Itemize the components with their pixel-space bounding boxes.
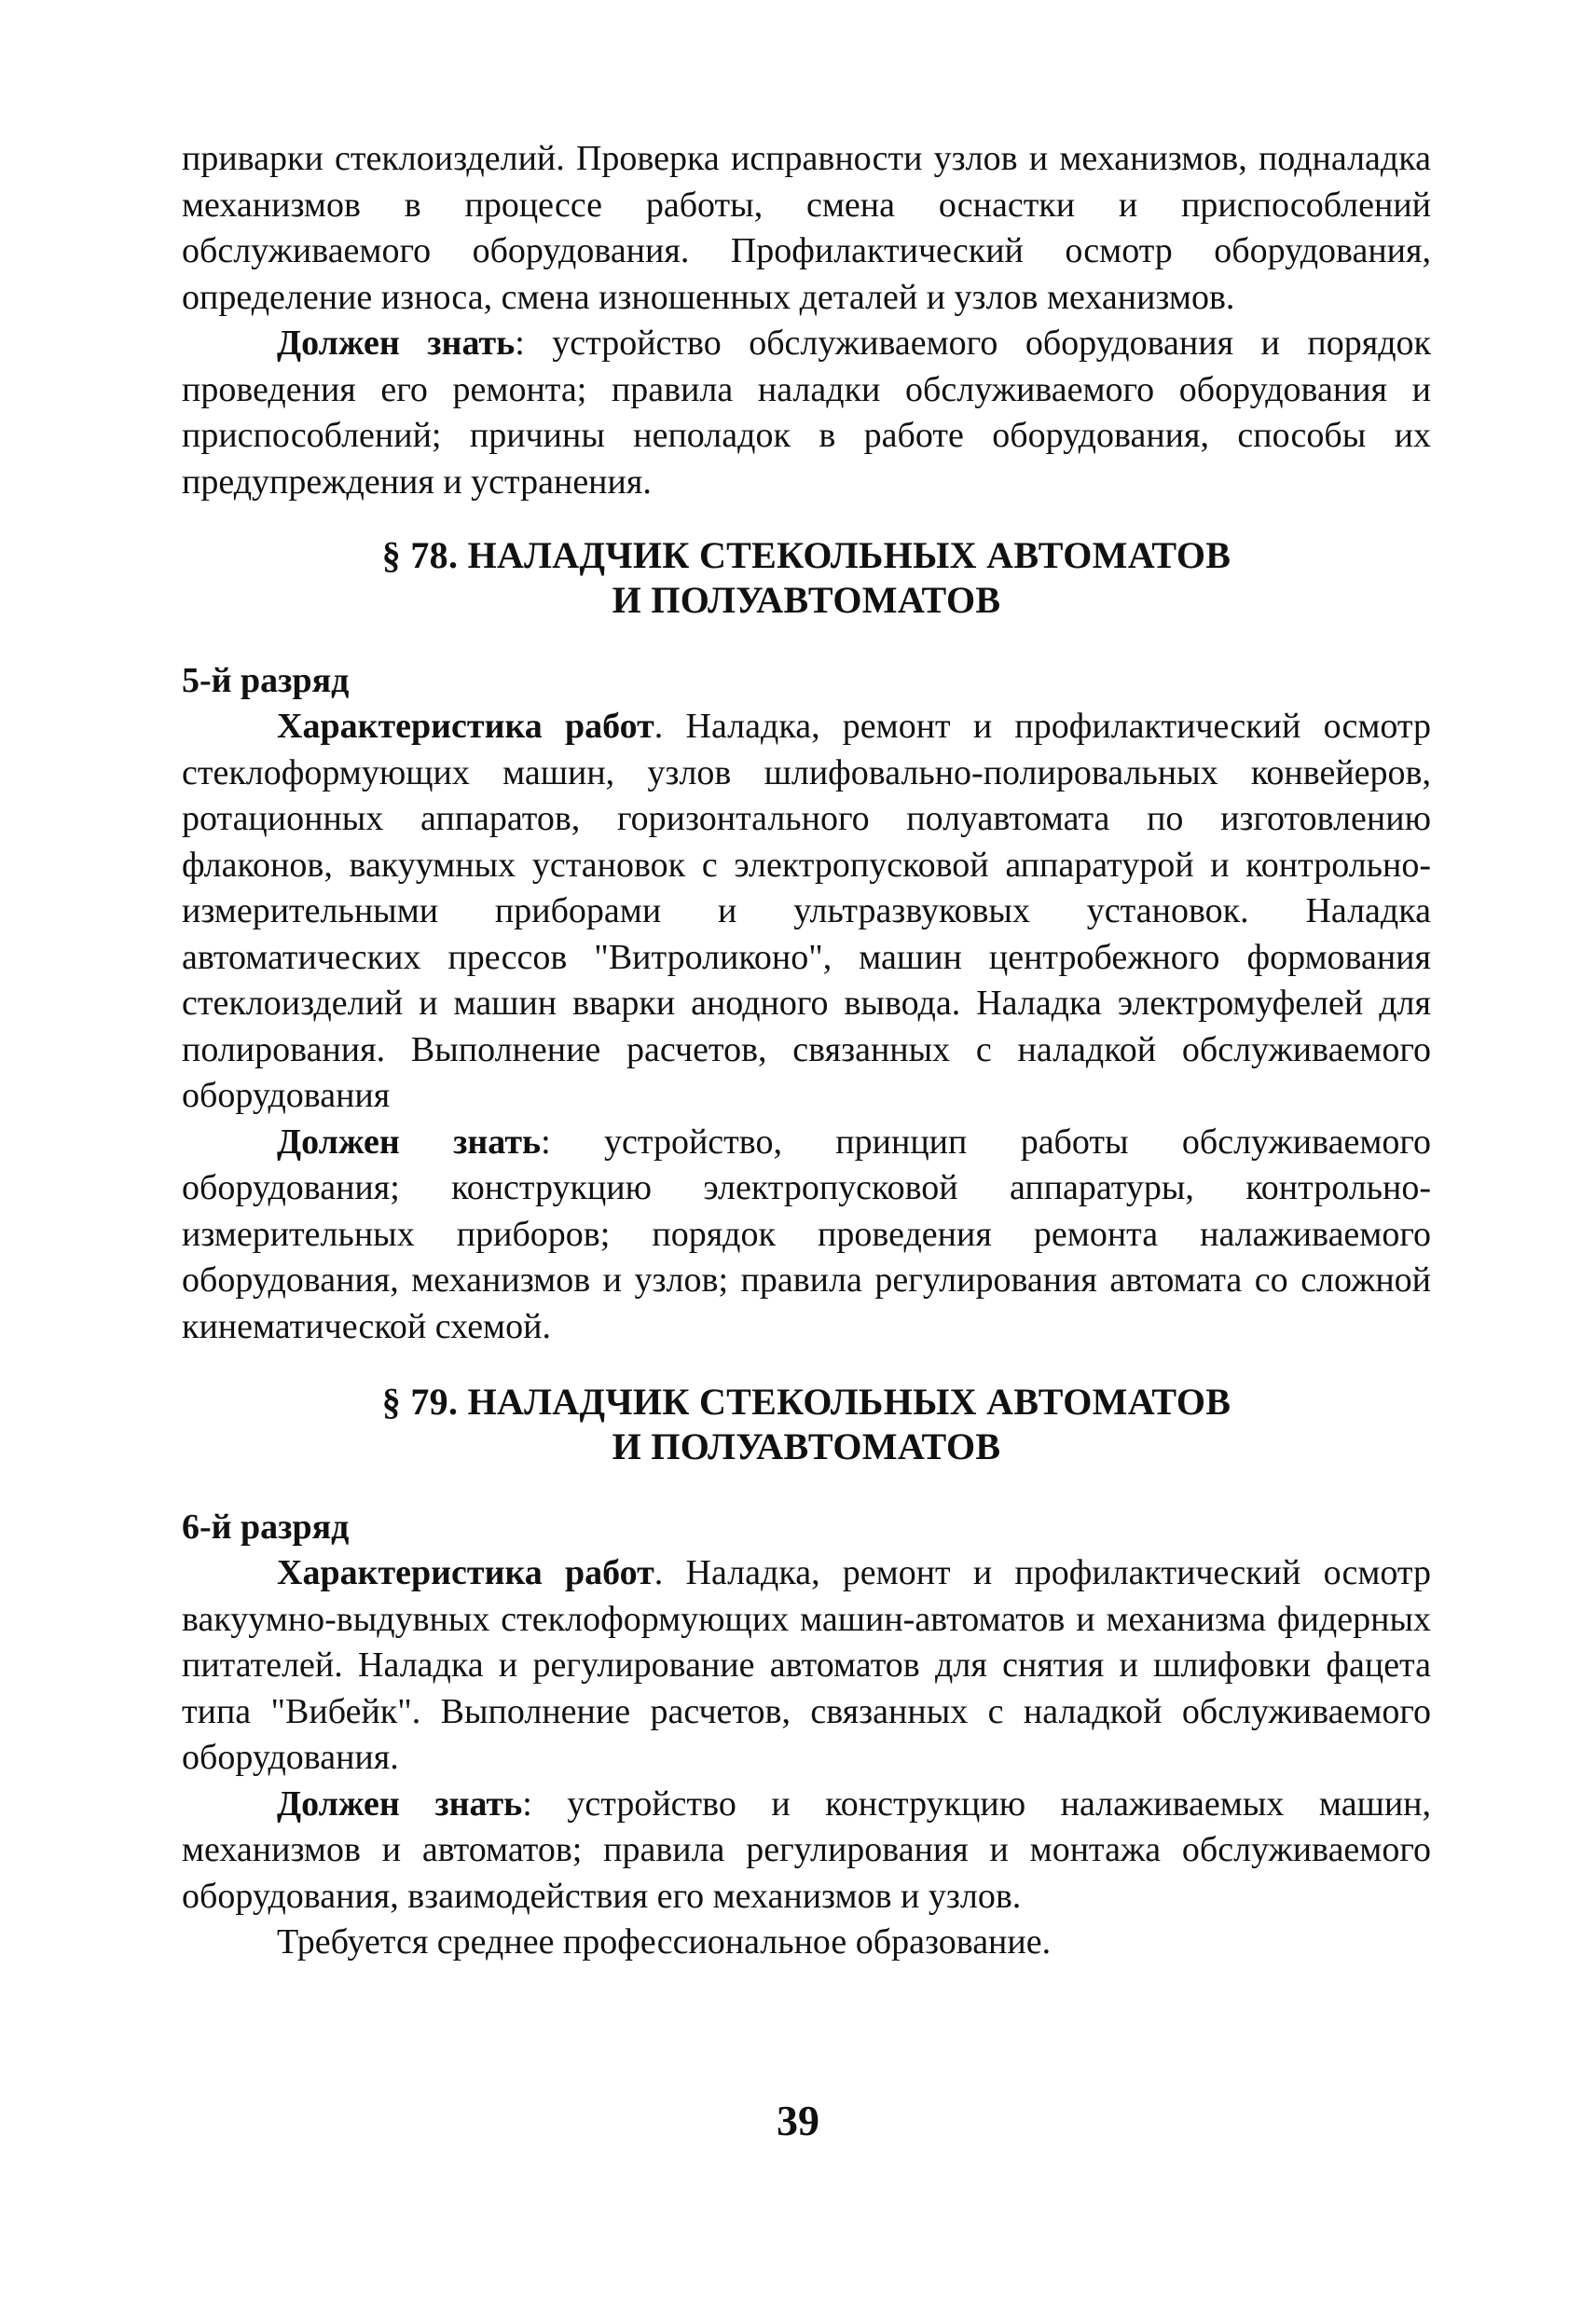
must-know-label: Должен знать [277,324,516,363]
must-know-label: Должен знать [277,1783,523,1824]
characteristics-label: Характеристика работ [277,707,654,746]
section-78-must-know-paragraph [182,1120,1431,1351]
characteristics-text: . Наладка, ремонт и профилактический осмотр вакуумно-выдувных стеклоформующих машин-автоматов и механизма фидерных питателей. Наладка и регулирование автоматов для снятия и шлифовки фацета типа "Вибейк". Выполнение расчетов, связанных с наладкой обслуживаемого оборудования. [182,1553,1431,1777]
section-79-title-line1: § 79. НАЛАДЧИК СТЕКОЛЬНЫХ АВТОМАТОВ [381,1381,1231,1423]
intro-continuation-text: приварки стеклоизделий. Проверка исправности узлов и механизмов, подналадка механизмов в процессе работы, смена оснастки и приспособлений обслуживаемого оборудования. Профилактический осмотр оборудования, определение износа, смена изношенных деталей и узлов механизмов. [182,139,1431,317]
intro-continuation-paragraph [182,136,1431,321]
section-78-title-line1: § 78. НАЛАДЧИК СТЕКОЛЬНЫХ АВТОМАТОВ [381,534,1231,576]
characteristics-text: . Наладка, ремонт и профилактический осмотр стеклоформующих машин, узлов шлифовально-полировальных конвейеров, ротационных аппаратов, горизонтального полуавтомата по изготовлению флаконов, вакуумных установок с электропусковой аппаратурой и контрольно-измерительными приборами и ультразвуковых установок. Наладка автоматических прессов "Витроликоно", машин центробежного формования стеклоизделий и машин вварки анодного вывода. Наладка электромуфелей для полирования. Выполнение расчетов, связанных с наладкой обслуживаемого оборудования [182,707,1431,1115]
intro-must-know-paragraph [182,321,1431,505]
section-78-grade: 5-й разряд [182,661,350,700]
must-know-text: : устройство, принцип работы обслуживаемого оборудования; конструкцию электропусковой аппаратуры, контрольно-измерительных приборов; порядок проведения ремонта налаживаемого оборудования, механизмов и узлов; правила регулирования автомата со сложной кинематической схемой. [182,1122,1432,1346]
section-79-heading [182,1380,1431,1469]
section-79-title-line2: И ПОЛУАВТОМАТОВ [612,1425,1001,1467]
must-know-text: : устройство и конструкцию налаживаемых машин, механизмов и автоматов; правила регулирования и монтажа обслуживаемого оборудования, взаимодействия его механизмов и узлов. [182,1783,1431,1916]
page-body [182,136,1431,1966]
characteristics-label: Характеристика работ [277,1553,654,1592]
section-79-must-know-paragraph [182,1782,1431,1921]
section-78-heading [182,533,1431,623]
education-text: Требуется среднее профессиональное образование. [277,1922,1052,1962]
section-79-education-paragraph [182,1920,1431,1966]
section-78-title-line2: И ПОЛУАВТОМАТОВ [612,579,1001,621]
section-78-characteristics-paragraph [182,704,1431,1120]
must-know-label: Должен знать [277,1122,542,1162]
must-know-text: : устройство обслуживаемого оборудования и порядок проведения его ремонта; правила наладки обслуживаемого оборудования и приспособлений; причины неполадок в работе оборудования, способы их предупреждения и устранения. [182,324,1431,502]
page-number: 39 [777,2097,819,2144]
section-79-characteristics-paragraph [182,1550,1431,1782]
section-79-grade: 6-й разряд [182,1508,350,1547]
